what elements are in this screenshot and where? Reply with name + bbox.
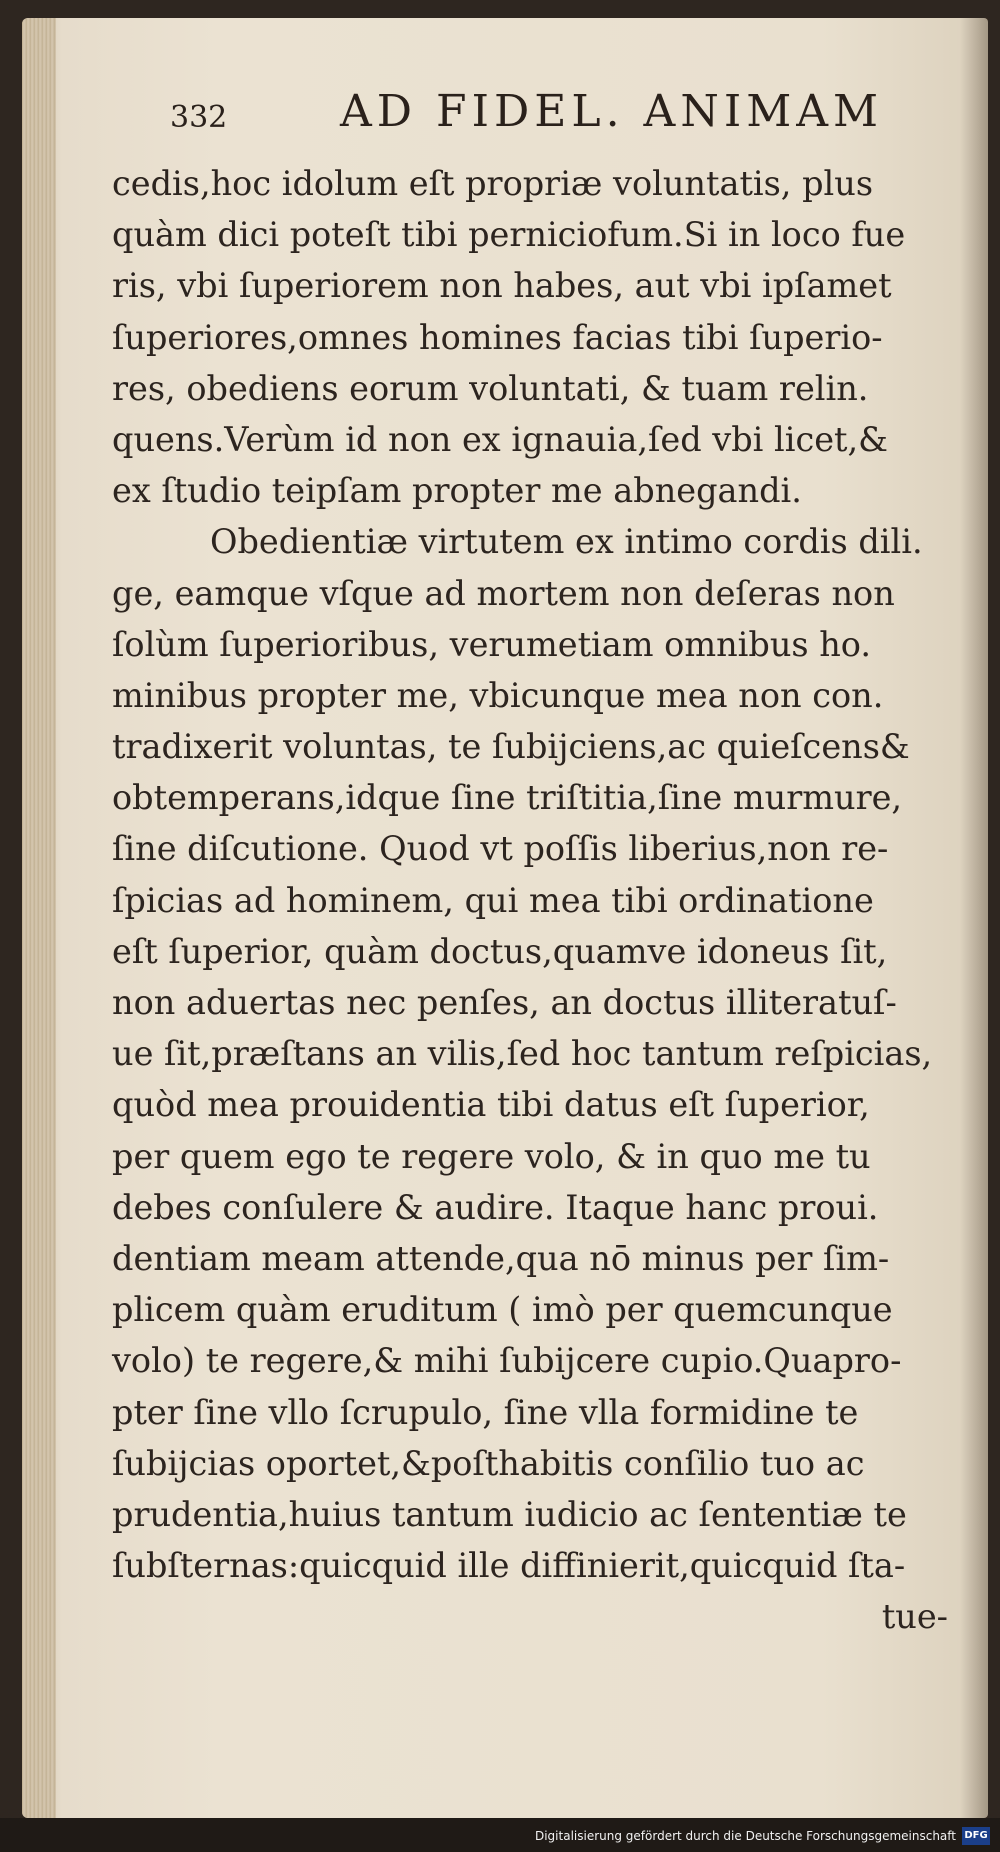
text-line: ris, vbi ſuperiorem non habes, aut vbi ipſamet	[112, 266, 892, 306]
running-head: AD FIDEL. ANIMAM	[340, 86, 884, 137]
page-edge	[22, 18, 56, 1818]
text-line: ſubſternas:quicquid ille diffinierit,quicquid ſta-	[112, 1546, 906, 1586]
text-line: quòd mea prouidentia tibi datus eſt ſuperior,	[112, 1085, 870, 1125]
page-number: 332	[170, 100, 228, 135]
text-line: quàm dici poteſt tibi perniciofum.Si in loco fue	[112, 215, 906, 255]
text-line: quens.Verùm id non ex ignauia,ſed vbi licet,&	[112, 419, 888, 459]
text-line: cedis,hoc idolum eſt propriæ voluntatis, plus	[112, 164, 874, 203]
text-line: dentiam meam attende,qua nō minus per ſim-	[112, 1238, 890, 1278]
text-line: ſine diſcutione. Quod vt poſſis liberius,non re-	[112, 829, 889, 869]
text-line: tradixerit voluntas, te ſubijciens,ac quieſcens&	[112, 727, 910, 767]
text-line: debes conſulere & audire. Itaque hanc proui.	[112, 1187, 879, 1227]
text-line: plicem quàm eruditum ( imò per quemcunque	[112, 1290, 893, 1330]
text-line: ge, eamque vſque ad mortem non deſeras non	[112, 573, 895, 613]
text-line: ſubijcias oportet,&poſthabitis conſilio tuo ac	[112, 1443, 865, 1483]
text-line: minibus propter me, vbicunque mea non con.	[112, 675, 884, 715]
funding-credit: Digitalisierung gefördert durch die Deutsche Forschungsgemeinschaft	[534, 1829, 956, 1843]
text-line: ſuperiores,omnes homines facias tibi ſuperio-	[112, 317, 883, 357]
text-line: ſpicias ad hominem, qui mea tibi ordinatione	[112, 880, 874, 920]
text-line: ex ſtudio teipſam propter me abnegandi.	[112, 471, 802, 511]
digitization-footer	[0, 1818, 1000, 1852]
paragraph-start-line: Obedientiæ virtutem ex intimo cordis dili.	[210, 522, 923, 562]
body-text	[112, 158, 988, 1642]
page-header	[148, 86, 948, 156]
dfg-logo: DFG	[962, 1827, 990, 1845]
text-line: obtemperans,idque ſine triſtitia,ſine murmure,	[112, 778, 903, 818]
text-line: prudentia,huius tantum iudicio ac ſententiæ te	[112, 1494, 907, 1534]
text-line: non aduertas nec penſes, an doctus illiteratuſ-	[112, 983, 897, 1022]
text-line: per quem ego te regere volo, & in quo me tu	[112, 1136, 871, 1176]
text-line: ſolùm ſuperioribus, verumetiam omnibus ho.	[112, 624, 872, 664]
text-line: volo) te regere,& mihi ſubijcere cupio.Quapro-	[112, 1341, 902, 1381]
text-line: pter ſine vllo ſcrupulo, ſine vlla formidine te	[112, 1392, 859, 1432]
text-line: eſt ſuperior, quàm doctus,quamve idoneus ſit,	[112, 931, 888, 971]
text-line: res, obediens eorum voluntati, & tuam relin.	[112, 368, 869, 408]
text-line: ue ſit,præſtans an vilis,ſed hoc tantum reſpicias,	[112, 1034, 933, 1074]
catchword: tue-	[881, 1597, 948, 1637]
